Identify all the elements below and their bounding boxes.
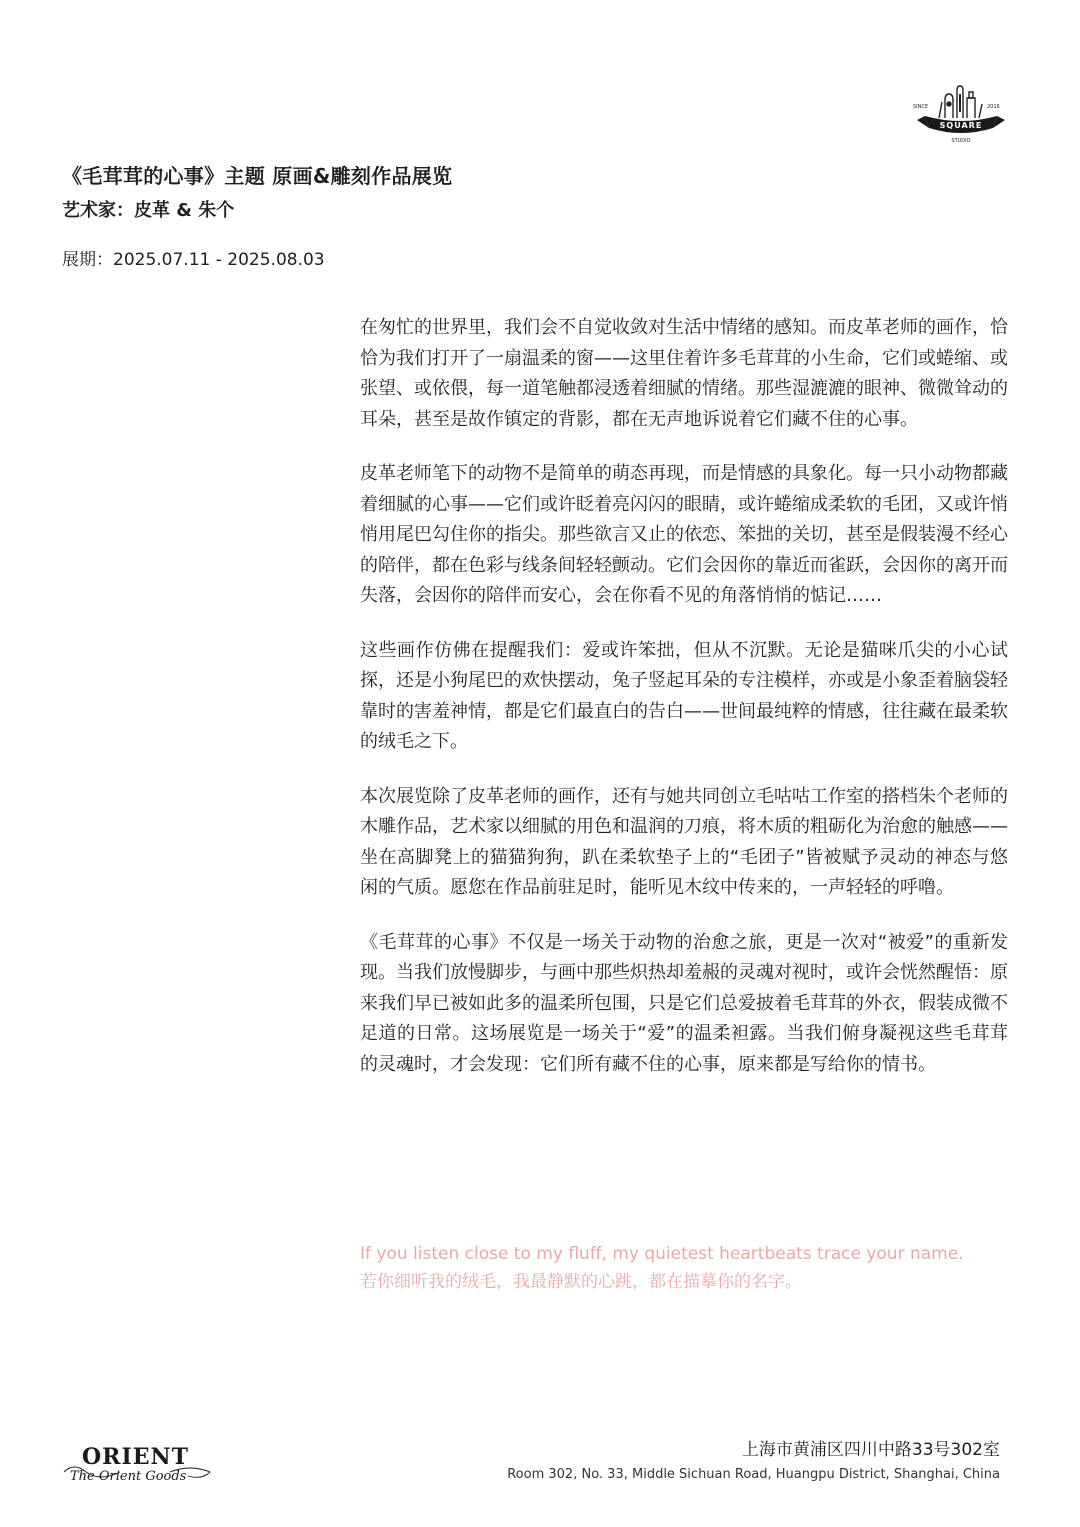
address-english: Room 302, No. 33, Middle Sichuan Road, Huangpu District, Shanghai, China: [507, 1467, 1000, 1482]
quote-english: If you listen close to my fluff, my quietest heartbeats trace your name.: [360, 1244, 964, 1264]
studio-logo: [905, 82, 1017, 146]
venue-address: [507, 1437, 1000, 1487]
orient-logo: [60, 1442, 220, 1490]
exhibition-dates: 展期：2025.07.11 - 2025.08.03: [62, 250, 325, 270]
exhibition-title: 《毛茸茸的心事》主题 原画&雕刻作品展览: [62, 164, 453, 188]
paragraph-3: 这些画作仿佛在提醒我们：爱或许笨拙，但从不沉默。无论是猫咪爪尖的小心试探，还是小狗尾巴的欢快摆动，兔子竖起耳朵的专注模样，亦或是小象歪着脑袋轻靠时的害羞神情，都是它们最直白的告白——世间最纯粹的情感，往往藏在最柔软的绒毛之下。: [360, 639, 1008, 752]
paragraph-5: 《毛茸茸的心事》不仅是一场关于动物的治愈之旅，更是一次对“被爱”的重新发现。当我们放慢脚步，与画中那些炽热却羞赧的灵魂对视时，或许会恍然醒悟：原来我们早已被如此多的温柔所包围，只是它们总爱披着毛茸茸的外衣，假装成微不足道的日常。这场展览是一场关于“爱”的温柔袒露。当我们俯身凝视这些毛茸茸的灵魂时，才会发现：它们所有藏不住的心事，原来都是写给你的情书。: [360, 931, 1008, 1075]
paragraph-1: 在匆忙的世界里，我们会不自觉收敛对生活中情绪的感知。而皮革老师的画作，恰恰为我们打开了一扇温柔的窗——这里住着许多毛茸茸的小生命，它们或蜷缩、或张望、或依偎，每一道笔触都浸透着细腻的情绪。那些湿漉漉的眼神、微微耸动的耳朵，甚至是故作镇定的背影，都在无声地诉说着它们藏不住的心事。: [360, 317, 1008, 430]
artist-line: 艺术家：皮革 & 朱个: [62, 200, 235, 221]
orient-logo-text: ORIENT: [82, 1444, 189, 1470]
paragraph-4: 本次展览除了皮革老师的画作，还有与她共同创立毛咕咕工作室的搭档朱个老师的木雕作品，艺术家以细腻的用色和温润的刀痕，将木质的粗砺化为治愈的触感——坐在高脚凳上的猫猫狗狗，趴在柔软垫子上的“毛团子”皆被赋予灵动的神态与悠闲的气质。愿您在作品前驻足时，能听见木纹中传来的，一声轻轻的呼噜。: [360, 785, 1008, 898]
logo-since-text: SINCE: [913, 104, 929, 110]
logo-banner-text: SQUARE: [939, 121, 983, 130]
paragraph-2: 皮革老师笔下的动物不是简单的萌态再现，而是情感的具象化。每一只小动物都藏着细腻的心事——它们或许眨着亮闪闪的眼睛，或许蜷缩成柔软的毛团，又或许悄悄用尾巴勾住你的指尖。那些欲言又止的依恋、笨拙的关切，甚至是假装漫不经心的陪伴，都在色彩与线条间轻轻颤动。它们会因你的靠近而雀跃，会因你的离开而失落，会因你的陪伴而安心，会在你看不见的角落悄悄的惦记……: [360, 463, 1008, 606]
exhibition-description: [360, 313, 1008, 1104]
closing-quote: [360, 1240, 964, 1296]
tools-illustration: [939, 86, 982, 118]
logo-studio-text: STUDIO: [951, 138, 971, 144]
address-chinese: 上海市黄浦区四川中路33号302室: [741, 1440, 1000, 1460]
quote-chinese: 若你细听我的绒毛，我最静默的心跳，都在描摹你的名字。: [360, 1272, 802, 1292]
logo-banner: [917, 116, 1005, 133]
orient-logo-script: The Orient Goods: [70, 1469, 187, 1484]
logo-year-text: 2016: [987, 104, 1000, 110]
